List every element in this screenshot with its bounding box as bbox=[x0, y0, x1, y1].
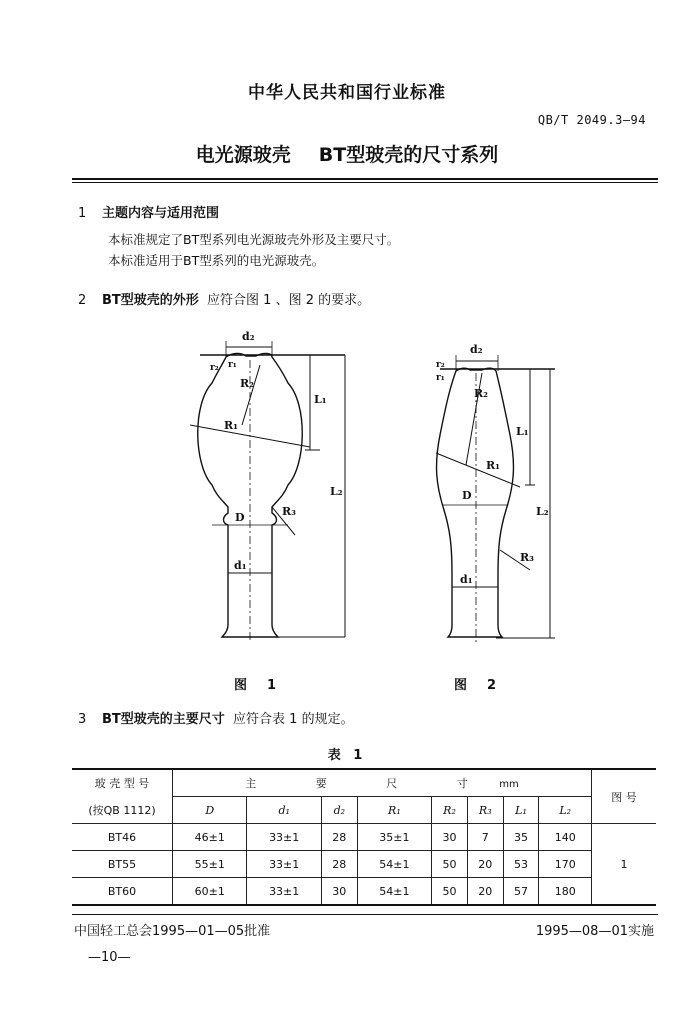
table-cell: 33±1 bbox=[247, 851, 321, 878]
table-cell: 46±1 bbox=[173, 824, 247, 851]
table-cell: 35 bbox=[503, 824, 539, 851]
figure-2-label-L1: L₁ bbox=[516, 425, 529, 438]
figure-2-label-d2: d₂ bbox=[470, 343, 483, 356]
section-2-heading bbox=[78, 289, 370, 308]
document-title bbox=[0, 140, 694, 167]
figure-1-label-R2: R₂ bbox=[240, 377, 254, 390]
table-cell: 54±1 bbox=[357, 878, 431, 906]
figure-2-caption-label: 图 bbox=[454, 678, 468, 693]
table-cell: 54±1 bbox=[357, 851, 431, 878]
standard-number: QB/T 2049.3—94 bbox=[537, 113, 646, 127]
table-cell: 53 bbox=[503, 851, 539, 878]
approval-date: 中国轻工总会1995—01—05批准 bbox=[74, 924, 271, 939]
section-2-number: 2 bbox=[78, 293, 87, 308]
table-cell: 60±1 bbox=[173, 878, 247, 906]
table-col-L1: L₁ bbox=[503, 797, 539, 824]
table-cell: 7 bbox=[467, 824, 503, 851]
figure-2-caption bbox=[454, 674, 496, 693]
figure-1-label-R1: R₁ bbox=[224, 419, 238, 432]
section-3-text: 应符合表 1 的规定。 bbox=[233, 712, 354, 727]
figure-2-bulb-outline bbox=[437, 368, 514, 637]
table-row-type: BT55 bbox=[72, 851, 173, 878]
table-cell: 50 bbox=[432, 878, 468, 906]
figure-1-caption bbox=[234, 674, 276, 693]
document-title-left: 电光源玻壳 bbox=[195, 144, 291, 166]
section-3-title: BT型玻壳的主要尺寸 bbox=[102, 712, 225, 727]
figure-1-label-L1: L₁ bbox=[314, 393, 327, 406]
table-row bbox=[72, 824, 656, 851]
table-cell: 35±1 bbox=[357, 824, 431, 851]
table-head-unit: mm bbox=[499, 779, 519, 790]
table-cell: 55±1 bbox=[173, 851, 247, 878]
figure-2-caption-number: 2 bbox=[487, 678, 497, 693]
table-head-dims-label: 主 要 尺 寸 bbox=[245, 777, 496, 790]
table-cell: 33±1 bbox=[247, 824, 321, 851]
table-cell: 170 bbox=[539, 851, 592, 878]
header-title: 中华人民共和国行业标准 bbox=[248, 83, 446, 103]
table-head-dims bbox=[173, 769, 592, 797]
figure-1-drawing bbox=[160, 325, 360, 655]
figure-2-label-L2: L₂ bbox=[536, 505, 549, 518]
figure-2-label-r1: r₁ bbox=[436, 373, 445, 383]
title-rule-thick bbox=[72, 178, 658, 180]
section-3-number: 3 bbox=[78, 712, 87, 727]
section-1-number: 1 bbox=[78, 206, 87, 221]
table-caption: 表 1 bbox=[327, 748, 367, 763]
table-cell: 30 bbox=[321, 878, 357, 906]
title-rule-thin bbox=[72, 182, 658, 183]
figure-2-label-R2: R₂ bbox=[474, 387, 488, 400]
table-col-L2: L₂ bbox=[539, 797, 592, 824]
figure-2-label-d1: d₁ bbox=[460, 573, 473, 586]
figure-1-label-r1: r₁ bbox=[228, 360, 237, 370]
section-1-paragraph-1: 本标准规定了BT型系列电光源玻壳外形及主要尺寸。 bbox=[108, 232, 400, 247]
figure-2-label-r2: r₂ bbox=[436, 360, 445, 370]
table-col-R2: R₂ bbox=[432, 797, 468, 824]
table-cell: 57 bbox=[503, 878, 539, 906]
section-3-heading bbox=[78, 708, 354, 727]
table-cell: 28 bbox=[321, 851, 357, 878]
effective-date: 1995—08—01实施 bbox=[535, 924, 654, 939]
figure-2-label-D: D bbox=[462, 489, 472, 502]
table-row-type: BT46 bbox=[72, 824, 173, 851]
table-cell: 30 bbox=[432, 824, 468, 851]
document-title-right: BT型玻壳的尺寸系列 bbox=[318, 144, 499, 166]
table-row bbox=[72, 851, 656, 878]
figure-1-label-d1: d₁ bbox=[234, 559, 247, 572]
figure-1-label-D: D bbox=[235, 511, 245, 524]
figure-1-caption-label: 图 bbox=[234, 678, 248, 693]
table-row bbox=[72, 878, 656, 906]
table-col-R3: R₃ bbox=[467, 797, 503, 824]
table-fig-no: 1 bbox=[592, 824, 657, 906]
figure-2-drawing bbox=[420, 335, 570, 655]
table-col-D: D bbox=[173, 797, 247, 824]
figure-1-label-r2: r₂ bbox=[210, 363, 219, 373]
table-col-R1: R₁ bbox=[357, 797, 431, 824]
section-2-title: BT型玻壳的外形 bbox=[102, 293, 199, 308]
figure-1-label-L2: L₂ bbox=[330, 485, 343, 498]
table-cell: 50 bbox=[432, 851, 468, 878]
section-1-heading bbox=[78, 202, 219, 221]
section-1-title: 主题内容与适用范围 bbox=[102, 206, 220, 221]
section-1-paragraph-2: 本标准适用于BT型系列的电光源玻壳。 bbox=[108, 253, 325, 268]
table-cell: 33±1 bbox=[247, 878, 321, 906]
table-head-type-line1: 玻 壳 型 号 bbox=[72, 769, 173, 797]
table-cell: 28 bbox=[321, 824, 357, 851]
table-row-type: BT60 bbox=[72, 878, 173, 906]
footer-rule bbox=[72, 914, 658, 915]
table-col-d2: d₂ bbox=[321, 797, 357, 824]
figure-2-label-R3: R₃ bbox=[520, 551, 534, 564]
table-head-fig: 图 号 bbox=[592, 769, 657, 824]
table-col-d1: d₁ bbox=[247, 797, 321, 824]
table-head-type-line2: (按QB 1112) bbox=[72, 797, 173, 824]
table-cell: 180 bbox=[539, 878, 592, 906]
table-cell: 140 bbox=[539, 824, 592, 851]
dimension-table bbox=[72, 768, 656, 906]
figure-1-caption-number: 1 bbox=[267, 678, 277, 693]
table-cell: 20 bbox=[467, 851, 503, 878]
figure-1-label-d2: d₂ bbox=[242, 330, 255, 343]
table-cell: 20 bbox=[467, 878, 503, 906]
figure-2-label-R1: R₁ bbox=[486, 459, 500, 472]
page-number: —10— bbox=[88, 950, 131, 965]
figure-1-label-R3: R₃ bbox=[282, 505, 296, 518]
section-2-text: 应符合图 1 、图 2 的要求。 bbox=[207, 293, 371, 308]
